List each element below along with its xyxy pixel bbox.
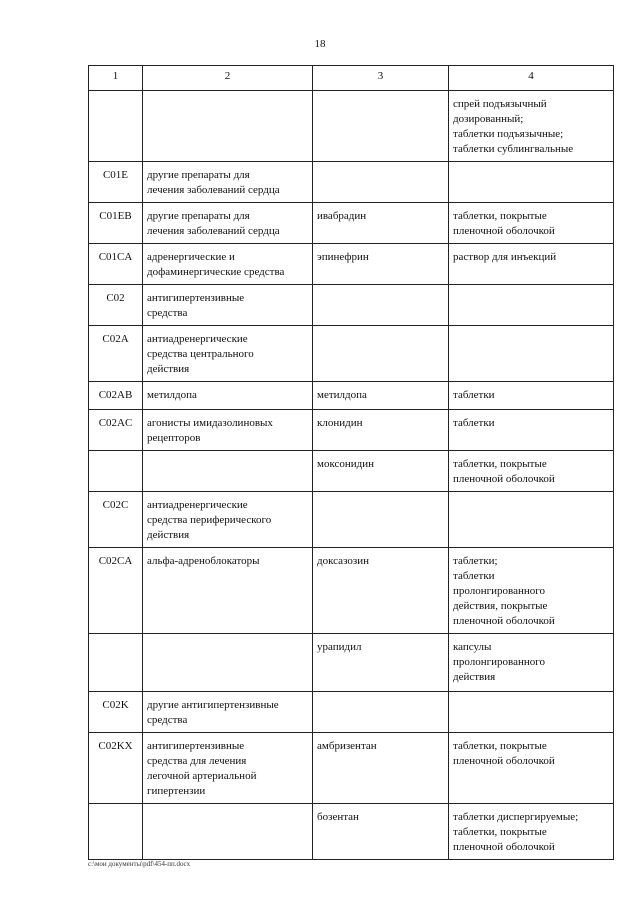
group-name-cell (143, 634, 313, 692)
dosage-form-cell: раствор для инъекций (449, 244, 614, 285)
column-header-form: 4 (449, 66, 614, 91)
group-name-cell: антигипертензивные средства для лечения легочной артериальной гипертензии (143, 733, 313, 804)
group-name-cell: антигипертензивные средства (143, 285, 313, 326)
dosage-form-cell (449, 326, 614, 382)
group-name-cell: адренергические и дофаминергические средства (143, 244, 313, 285)
group-name-cell: метилдопа (143, 382, 313, 410)
inn-cell: клонидин (313, 410, 449, 451)
dosage-form-cell (449, 285, 614, 326)
inn-cell: моксонидин (313, 451, 449, 492)
atc-code-cell: C02K (89, 692, 143, 733)
atc-code-cell (89, 804, 143, 860)
dosage-form-cell: таблетки, покрытые пленочной оболочкой (449, 451, 614, 492)
inn-cell: ивабрадин (313, 203, 449, 244)
atc-code-cell: C01CA (89, 244, 143, 285)
group-name-cell: агонисты имидазолиновых рецепторов (143, 410, 313, 451)
dosage-form-cell: капсулы пролонгированного действия (449, 634, 614, 692)
table-row (89, 326, 614, 382)
atc-code-cell: C02AB (89, 382, 143, 410)
atc-code-cell: C02AC (89, 410, 143, 451)
table-row (89, 634, 614, 692)
group-name-cell: другие антигипертензивные средства (143, 692, 313, 733)
atc-code-cell: C02KX (89, 733, 143, 804)
table-row (89, 492, 614, 548)
dosage-form-cell: таблетки, покрытые пленочной оболочкой (449, 733, 614, 804)
inn-cell: амбризентан (313, 733, 449, 804)
inn-cell (313, 162, 449, 203)
atc-code-cell: C02C (89, 492, 143, 548)
table-row (89, 548, 614, 634)
group-name-cell: альфа-адреноблокаторы (143, 548, 313, 634)
table-row (89, 733, 614, 804)
table-row (89, 382, 614, 410)
group-name-cell (143, 91, 313, 162)
group-name-cell: другие препараты для лечения заболеваний сердца (143, 162, 313, 203)
table-row (89, 692, 614, 733)
group-name-cell: антиадренергические средства центрального действия (143, 326, 313, 382)
dosage-form-cell: таблетки, покрытые пленочной оболочкой (449, 203, 614, 244)
inn-cell (313, 492, 449, 548)
atc-code-cell (89, 634, 143, 692)
column-header-group: 2 (143, 66, 313, 91)
dosage-form-cell: спрей подъязычный дозированный; таблетки подъязычные; таблетки сублингвальные (449, 91, 614, 162)
atc-code-cell: C02CA (89, 548, 143, 634)
atc-code-cell (89, 91, 143, 162)
group-name-cell: антиадренергические средства периферического действия (143, 492, 313, 548)
inn-cell: доксазозин (313, 548, 449, 634)
table-row (89, 451, 614, 492)
dosage-form-cell: таблетки диспергируемые; таблетки, покрытые пленочной оболочкой (449, 804, 614, 860)
table-header-row (89, 66, 614, 91)
inn-cell: урапидил (313, 634, 449, 692)
dosage-form-cell: таблетки; таблетки пролонгированного действия, покрытые пленочной оболочкой (449, 548, 614, 634)
dosage-form-cell: таблетки (449, 382, 614, 410)
dosage-form-cell: таблетки (449, 410, 614, 451)
table-row (89, 203, 614, 244)
atc-code-cell: C01EB (89, 203, 143, 244)
atc-code-cell (89, 451, 143, 492)
inn-cell: бозентан (313, 804, 449, 860)
table-row (89, 285, 614, 326)
inn-cell: метилдопа (313, 382, 449, 410)
inn-cell (313, 326, 449, 382)
inn-cell (313, 285, 449, 326)
atc-code-cell: C02 (89, 285, 143, 326)
table-row (89, 244, 614, 285)
inn-cell (313, 692, 449, 733)
inn-cell: эпинефрин (313, 244, 449, 285)
atc-code-cell: C01E (89, 162, 143, 203)
drug-list-table (88, 65, 614, 860)
table-row (89, 91, 614, 162)
footer-file-path: c:\мои документы\pdf\454-пп.docx (88, 860, 191, 868)
dosage-form-cell (449, 162, 614, 203)
table-row (89, 410, 614, 451)
dosage-form-cell (449, 492, 614, 548)
group-name-cell (143, 451, 313, 492)
group-name-cell: другие препараты для лечения заболеваний сердца (143, 203, 313, 244)
inn-cell (313, 91, 449, 162)
atc-code-cell: C02A (89, 326, 143, 382)
table-row (89, 804, 614, 860)
table-row (89, 162, 614, 203)
group-name-cell (143, 804, 313, 860)
column-header-code: 1 (89, 66, 143, 91)
page-number: 18 (314, 38, 326, 50)
column-header-inn: 3 (313, 66, 449, 91)
dosage-form-cell (449, 692, 614, 733)
